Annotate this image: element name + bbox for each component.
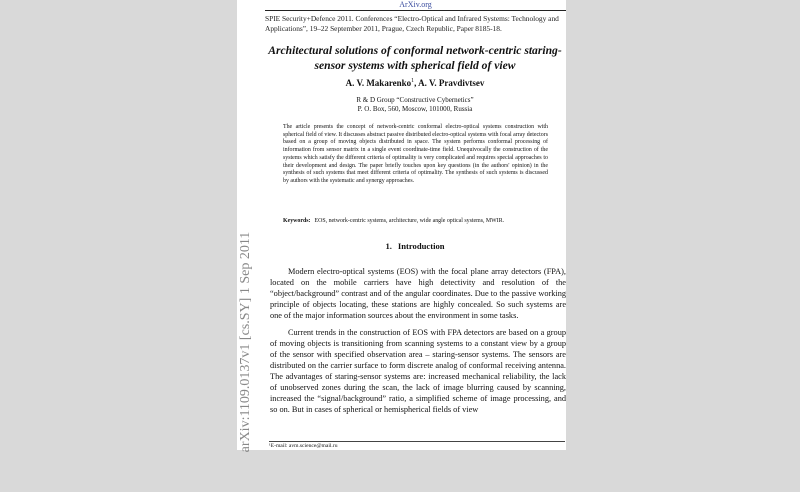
author-separator: , [414,78,419,88]
section-heading [265,241,565,251]
page-header [265,0,566,11]
author-name: A. V. Makarenko [345,78,412,88]
affiliation [265,96,565,113]
author-name: A. V. Pravdivtsev [418,78,485,88]
footnote: ¹E-mail: avm.science@mail.ru [269,441,565,450]
keywords [283,218,548,226]
header-source: ArXiv.org [399,0,432,9]
arxiv-identifier: arXiv:1109.0137v1 [cs.SY] 1 Sep 2011 [238,231,253,453]
conference-note: SPIE Security+Defence 2011. Conferences “Electro-Optical and Infrared Systems: Technology and Applications”, 19–22 September 2011, Prague, Czech Republic, Paper 8185-18. [265,14,559,33]
keywords-text: EOS, network-centric systems, architecture, wide angle optical systems, MWIR. [314,218,505,224]
section-title: Introduction [397,241,445,251]
affiliation-line: P. O. Box, 560, Moscow, 101000, Russia [357,104,473,113]
section-number: 1. [385,241,392,251]
paper-title: Architectural solutions of conformal network-centric staring-sensor systems with spherical field of view [268,44,562,72]
affiliation-line: R & D Group “Constructive Cybernetics” [356,96,474,104]
author-list [265,76,565,89]
footnote-mark: 1 [411,78,415,84]
abstract: The article presents the concept of network-centric conformal electro-optical systems construction with spherical field of view. It discusses abstract passive distributed electro-optical systems with focal array detectors based on a group of moving objects distributed in space. The system performs conformal processing of information from sensor matrix in a single event coordinate-time field. Unequivocally the construction of the systems which satisfy the different criteria of optimality is very complicated and requires special approaches to their development and design. The paper briefly touches upon key questions (in the authors' opinion) in the synthesis of such systems that meet different criteria of optimality. The synthesis of such systems is discussed by authors with the systematic and synergy approaches. [283,124,548,184]
keywords-label: Keywords: [283,218,311,224]
paragraph: Modern electro-optical systems (EOS) with the focal plane array detectors (FPA), located on the mobile carriers have high detectivity and resolution of the “object/background” contrast and of the angular coordinates. Due to the passive working principle of objects locating, these stations are highly concealed. So such systems are one of the major information sources about the environment in some tasks. [270,267,566,320]
paper-page [237,0,566,450]
body-text [270,266,566,421]
paragraph: Current trends in the construction of EOS with FPA detectors are based on a group of moving objects is transitioning from scanning systems to a constant view by a group of the sensor with specified observation area – staring-sensor systems. The sensors are distributed on the carrier surface to form discrete analog of conformal receiving antenna. The advantages of staring-sensor systems are: increased mechanical reliability, the lack of unobserved zones during the scan, the lack of image blurring caused by scanning, increased the “signal/background” ratio, a simplified scheme of image processing, and so on. But in cases of spherical or hemispherical fields of view [270,328,566,414]
